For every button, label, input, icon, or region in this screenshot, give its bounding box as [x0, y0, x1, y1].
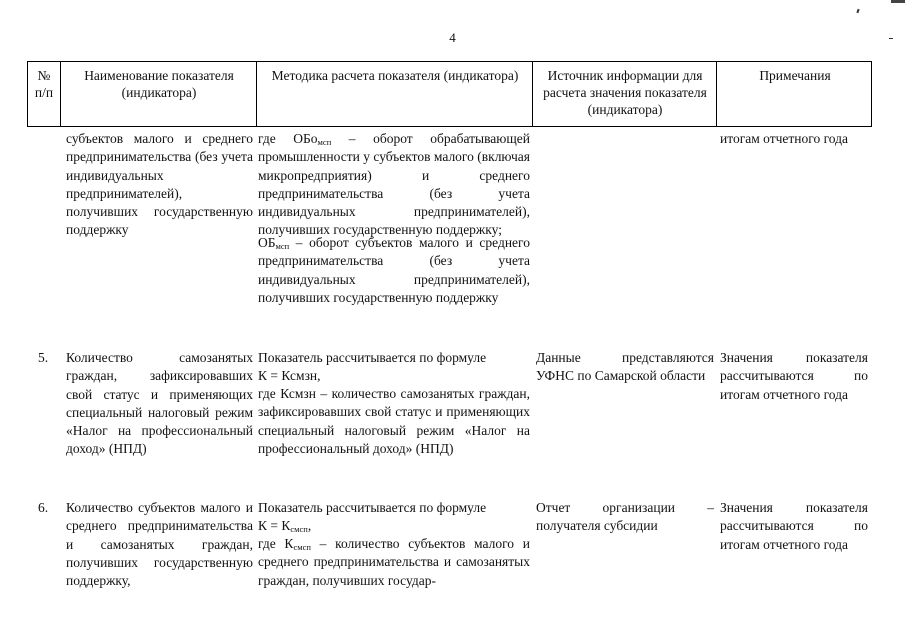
header-source: Источник информации для расчета значения показателя (индикатора) [543, 68, 707, 117]
header-name: Наименование показателя (индикатора) [84, 68, 234, 100]
row5-note: Значения показателя рассчитываются по итогам отчетного года [720, 350, 868, 402]
row-cont-name: субъектов малого и среднего предпринимательства (без учета индивидуальных предпринимателей), получивших государственную поддержку [66, 131, 253, 238]
row6-note: Значения показателя рассчитываются по итогам отчетного года [720, 500, 868, 552]
header-method: Методика расчета показателя (индикатора) [271, 68, 519, 83]
page-number: 4 [449, 30, 456, 45]
row6-method-line2: $К = К_{смсп}$, [258, 518, 312, 534]
row5-number: 5. [38, 350, 49, 365]
row6-source: Отчет организации – получателя субсидии [536, 500, 714, 534]
row-cont-method-1: где ОБо$_{мсп}$ – оборот обрабатывающей промышленности у субъектов малого (включая микропредприятия) и среднего предпринимательства (без учета индивидуальных предпринимателей), получивших государственную поддержку; [258, 131, 530, 238]
row5-method-line2: К = Ксмзн, [258, 368, 321, 383]
row6-name: Количество субъектов малого и среднего предпринимательства и самозанятых граждан, получивших государственную поддержку, [66, 500, 253, 589]
row6-method-line3: где $К_{смсп}$ – количество субъектов малого и среднего предпринимательства и самозанятых граждан, получивших государ- [258, 536, 530, 588]
scan-mark [856, 9, 859, 13]
row5-method-line1: Показатель рассчитывается по формуле [258, 350, 487, 365]
row5-method-line3: где Ксмзн – количество самозанятых граждан, зафиксировавших свой статус и применяющих специальный налоговый режим «Налог на профессиональный доход» (НПД) [258, 386, 530, 456]
scan-mark [891, 0, 905, 3]
row6-number: 6. [38, 500, 49, 515]
table-header [27, 61, 872, 127]
row-cont-method-2: $ОБ_{мсп}$ – оборот субъектов малого и среднего предпринимательства (без учета индивидуальных предпринимателей), получивших государственную поддержку [258, 235, 530, 305]
row6-method-line1: Показатель рассчитывается по формуле [258, 500, 487, 515]
header-number: № п/п [34, 68, 54, 100]
row5-source: Данные представляются УФНС по Самарской области [536, 350, 714, 384]
row5-name: Количество самозанятых граждан, зафиксировавших свой статус и применяющих специальный налоговый режим «Налог на профессиональный доход» (НПД) [66, 350, 253, 457]
row-cont-note: итогам отчетного года [720, 131, 849, 146]
header-notes: Примечания [759, 68, 831, 83]
